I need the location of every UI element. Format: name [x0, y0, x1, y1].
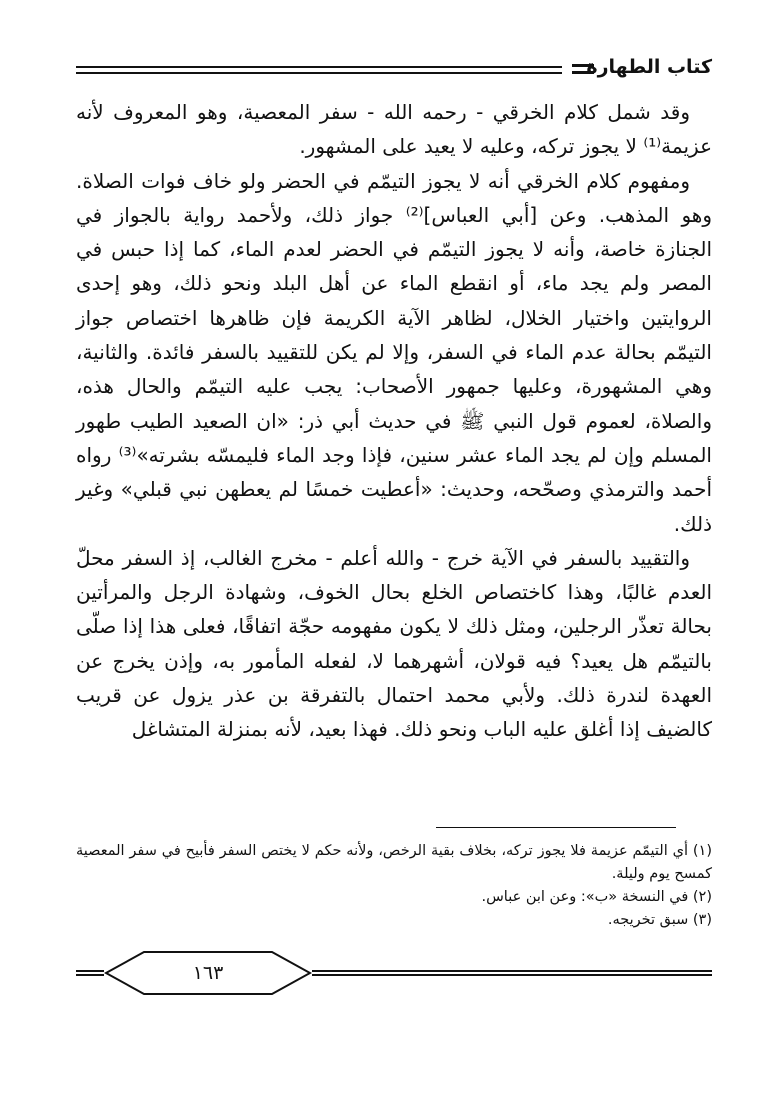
- chapter-title: كتاب الطهارة: [586, 56, 712, 78]
- footnote-1: (١) أي التيمّم عزيمة فلا يجوز تركه، بخلاف بقية الرخص، ولأنه حكم لا يختص السفر فأبيح في سفر المعصية كمسح يوم وليلة.: [76, 843, 712, 882]
- paragraph-3: والتقييد بالسفر في الآية خرج - والله أعلم - مخرج الغالب، إذ السفر محلّ العدم غالبًا، وهذا كاختصاص الخلع بحال الخوف، وشهادة الرجل والمرأتين بحالة تعذّر الرجلين، ومثل ذلك لا يكون مفهومه حجّة اتفاقًا، فعلى هذا إذا صلّى بالتيمّم هل يعيد؟ فيه قولان، أشهرهما لا، لفعله المأمور به، وإذن يخرج عن العهدة لندرة ذلك. ولأبي محمد احتمال بالتفرقة بن عذر يزول عن قريب كالضيف إذا أغلق عليه الباب ونحو ذلك. فهذا بعيد، لأنه بمنزلة المتشاغل: [76, 545, 712, 742]
- header-rule: [76, 66, 562, 74]
- footnotes: [76, 840, 712, 932]
- footnote-separator: [436, 827, 676, 828]
- footnote-3: (٣) سبق تخريجه.: [607, 912, 712, 928]
- page-footer: [76, 950, 712, 996]
- paragraph-2: ومفهوم كلام الخرقي أنه لا يجوز التيمّم في الحضر ولو خاف فوات الصلاة. وهو المذهب. وعن [أبي العباس]⁽²⁾ جواز ذلك، ولأحمد رواية بالجواز في الجنازة خاصة، وأنه لا يجوز التيمّم في الحضر لعدم الماء، كما إذا حبس في المصر ولم يجد ماء، أو انقطع الماء عن أهل البلد ونحو ذلك، وهو إحدى الروايتين واختيار الخلال، لظاهر الآية الكريمة فإن ظاهرها اختصاص جواز التيمّم بحالة عدم الماء في السفر، وإلا لم يكن للتقييد بالسفر فائدة. والثانية، وهي المشهورة، وعليها جمهور الأصحاب: يجب عليه التيمّم والحال هذه، والصلاة، لعموم قول النبي ﷺ في حديث أبي ذر: «ان الصعيد الطيب طهور المسلم وإن لم يجد الماء عشر سنين، فإذا وجد الماء فليمسّه بشرته»⁽³⁾ رواه أحمد والترمذي وصحّحه، وحديث: «أعطيت خمسًا لم يعطهن نبي قبلي» وغير ذلك.: [76, 168, 712, 536]
- main-text: [76, 95, 712, 747]
- page-number: ١٦٣: [192, 962, 224, 984]
- footer-rule-left: [76, 970, 104, 976]
- running-header: [76, 54, 712, 84]
- footer-rule-right: [312, 970, 712, 976]
- paragraph-1: وقد شمل كلام الخرقي - رحمه الله - سفر المعصية، وهو المعروف لأنه عزيمة⁽¹⁾ لا يجوز تركه، وعليه لا يعيد على المشهور.: [76, 100, 712, 159]
- footnote-2: (٢) في النسخة «ب»: وعن ابن عباس.: [481, 889, 712, 905]
